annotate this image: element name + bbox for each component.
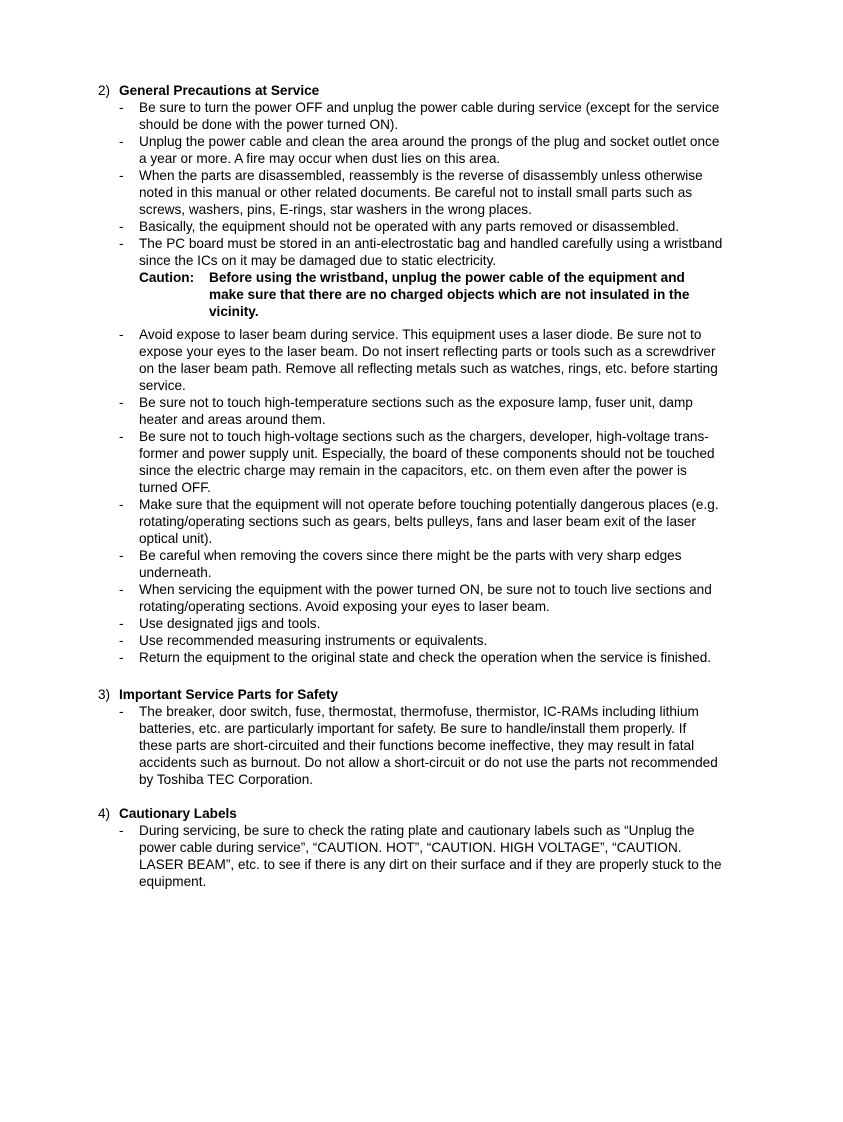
text-line: by Toshiba TEC Corporation.: [139, 772, 314, 787]
list-item: [98, 496, 748, 547]
list-item: [98, 99, 748, 133]
bullet-dash: -: [119, 395, 124, 410]
section-general-precautions: [98, 82, 748, 666]
text-line: Return the equipment to the original state and check the operation when the service is finished.: [139, 650, 712, 665]
list-item: [98, 615, 748, 632]
bullet-list: [98, 326, 748, 666]
bullet-dash: -: [119, 704, 124, 719]
text-line: The PC board must be stored in an anti-electrostatic bag and handled carefully using a wristband: [139, 236, 723, 251]
text-line: screws, washers, pins, E-rings, star washers in the wrong places.: [139, 202, 532, 217]
text-line: since the electric charge may remain in the capacitors, etc. on them even after the power is: [139, 463, 687, 478]
text-line: LASER BEAM”, etc. to see if there is any dirt on their surface and if they are properly stuck to the: [139, 857, 722, 872]
text-line: Unplug the power cable and clean the area around the prongs of the plug and socket outlet once: [139, 134, 720, 149]
list-item: [98, 218, 748, 235]
text-line: should be done with the power turned ON).: [139, 117, 399, 132]
text-line: During servicing, be sure to check the rating plate and cautionary labels such as “Unplug the: [139, 823, 695, 838]
section-title: General Precautions at Service: [119, 83, 320, 98]
list-item: [98, 428, 748, 496]
bullet-dash: -: [119, 327, 124, 342]
list-item: [98, 235, 748, 269]
section-title: Important Service Parts for Safety: [119, 687, 339, 702]
text-line: Before using the wristband, unplug the power cable of the equipment and: [209, 270, 685, 285]
text-line: Be sure not to touch high-voltage sections such as the chargers, developer, high-voltage trans-: [139, 429, 709, 444]
text-line: Basically, the equipment should not be operated with any parts removed or disassembled.: [139, 219, 680, 234]
text-line: Avoid expose to laser beam during service. This equipment uses a laser diode. Be sure not to: [139, 327, 702, 342]
text-line: make sure that there are no charged objects which are not insulated in the: [209, 287, 690, 302]
section-heading: [98, 686, 748, 703]
caution-note: [98, 269, 748, 320]
section-number: 2): [98, 83, 111, 98]
section-heading: [98, 805, 748, 822]
caution-label: Caution:: [139, 270, 195, 285]
list-item: [98, 703, 748, 788]
section-title: Cautionary Labels: [119, 806, 237, 821]
text-line: expose your eyes to the laser beam. Do not insert reflecting parts or tools such as a screwdriver: [139, 344, 716, 359]
text-line: When servicing the equipment with the power turned ON, be sure not to touch live sections and: [139, 582, 712, 597]
bullet-dash: -: [119, 100, 124, 115]
list-item: [98, 326, 748, 394]
text-line: vicinity.: [209, 304, 259, 319]
text-line: noted in this manual or other related documents. Be careful not to install small parts such as: [139, 185, 693, 200]
text-line: rotating/operating sections. Avoid exposing your eyes to laser beam.: [139, 599, 550, 614]
bullet-dash: -: [119, 497, 124, 512]
section-important-service-parts: [98, 686, 748, 788]
text-line: Use designated jigs and tools.: [139, 616, 321, 631]
bullet-dash: -: [119, 823, 124, 838]
text-line: Be sure not to touch high-temperature sections such as the exposure lamp, fuser unit, damp: [139, 395, 693, 410]
text-line: optical unit).: [139, 531, 213, 546]
list-item: [98, 822, 748, 890]
text-line: batteries, etc. are particularly important for safety. Be sure to handle/install them properly. If: [139, 721, 687, 736]
bullet-list: [98, 703, 748, 788]
text-line: When the parts are disassembled, reassembly is the reverse of disassembly unless otherwise: [139, 168, 703, 183]
bullet-dash: -: [119, 429, 124, 444]
list-item: [98, 649, 748, 666]
section-cautionary-labels: [98, 805, 748, 890]
text-line: turned OFF.: [139, 480, 211, 495]
bullet-dash: -: [119, 650, 124, 665]
bullet-dash: -: [119, 548, 124, 563]
text-line: former and power supply unit. Especially, the board of these components should not be touched: [139, 446, 715, 461]
text-line: accidents such as burnout. Do not allow a short-circuit or do not use the parts not recommended: [139, 755, 718, 770]
text-line: Be careful when removing the covers since there might be the parts with very sharp edges: [139, 548, 682, 563]
list-item: [98, 547, 748, 581]
bullet-dash: -: [119, 219, 124, 234]
list-item: [98, 581, 748, 615]
list-item: [98, 167, 748, 218]
text-line: power cable during service”, “CAUTION. HOT”, “CAUTION. HIGH VOLTAGE”, “CAUTION.: [139, 840, 682, 855]
list-item: [98, 632, 748, 649]
text-line: on the laser beam path. Remove all reflecting metals such as watches, rings, etc. before starting: [139, 361, 718, 376]
list-item: [98, 394, 748, 428]
text-line: heater and areas around them.: [139, 412, 326, 427]
text-line: The breaker, door switch, fuse, thermostat, thermofuse, thermistor, IC-RAMs including lithium: [139, 704, 699, 719]
bullet-list: [98, 822, 748, 890]
bullet-list: [98, 99, 748, 269]
text-line: since the ICs on it may be damaged due to static electricity.: [139, 253, 497, 268]
text-line: service.: [139, 378, 186, 393]
bullet-dash: -: [119, 582, 124, 597]
section-heading: [98, 82, 748, 99]
section-number: 3): [98, 687, 111, 702]
text-line: a year or more. A fire may occur when dust lies on this area.: [139, 151, 501, 166]
text-line: equipment.: [139, 874, 207, 889]
text-line: these parts are short-circuited and their functions become ineffective, they may result in fatal: [139, 738, 695, 753]
text-line: rotating/operating sections such as gears, belts pulleys, fans and laser beam exit of the laser: [139, 514, 696, 529]
text-line: Use recommended measuring instruments or equivalents.: [139, 633, 488, 648]
text-line: Be sure to turn the power OFF and unplug the power cable during service (except for the service: [139, 100, 720, 115]
text-line: underneath.: [139, 565, 212, 580]
caution-text: [209, 269, 748, 320]
bullet-dash: -: [119, 134, 124, 149]
bullet-dash: -: [119, 633, 124, 648]
bullet-dash: -: [119, 168, 124, 183]
section-number: 4): [98, 806, 111, 821]
list-item: [98, 133, 748, 167]
text-line: Make sure that the equipment will not operate before touching potentially dangerous places (e.g.: [139, 497, 719, 512]
bullet-dash: -: [119, 616, 124, 631]
bullet-dash: -: [119, 236, 124, 251]
